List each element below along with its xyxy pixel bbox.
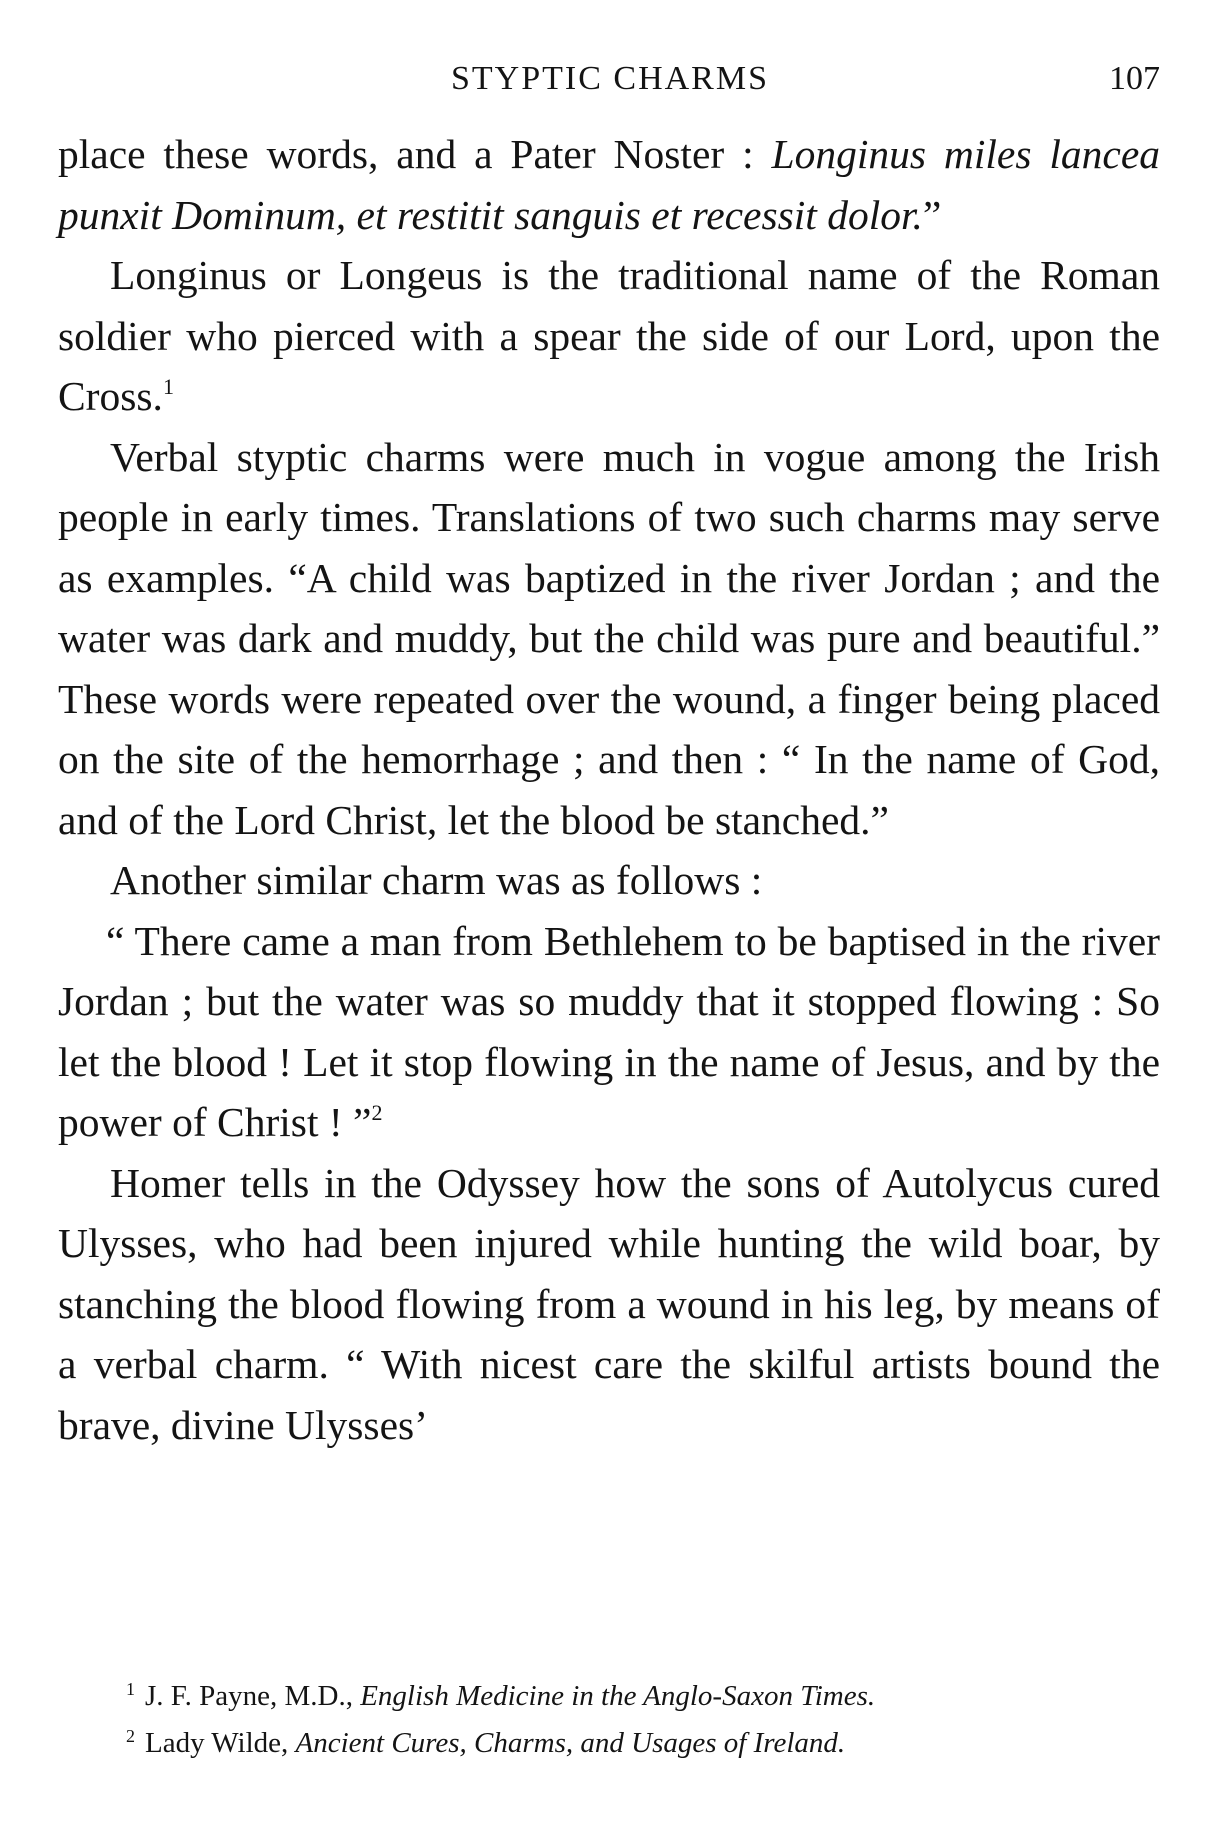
text-run: place these words, and a Pater Noster : [58, 131, 772, 177]
text-run: “ There came a man from Bethlehem to be baptised in the river Jordan ; but the water was so muddy that it stopped flowing : So let the blood ! Let it stop flowing in the name of Jesus, and by the power of Christ ! ” [58, 917, 1160, 1145]
body-text [58, 124, 1160, 1455]
paragraph-4 [58, 850, 1160, 911]
footnote-title: English Medicine in the Anglo-Saxon Times. [360, 1680, 876, 1712]
footnote-title: Ancient Cures, Charms, and Usages of Ireland. [295, 1727, 846, 1759]
text-run: Homer tells in the Odyssey how the sons of Autolycus cured Ulysses, who had been injured while hunting the wild boar, by stanching the blood flowing from a wound in his leg, by means of a verbal charm. “ With nicest care the skilful artists bound the brave, divine Ulysses’ [58, 1159, 1160, 1448]
paragraph-2 [58, 245, 1160, 427]
footnote-mark: 2 [126, 1726, 135, 1746]
text-run: ” [922, 191, 942, 238]
footnote-2 [126, 1721, 1146, 1768]
footnotes [126, 1674, 1146, 1768]
footnote-1 [126, 1674, 1146, 1721]
footnote-ref-2: 2 [371, 1100, 383, 1125]
running-head [60, 60, 1160, 110]
paragraph-5 [58, 911, 1160, 1153]
page-number: 107 [1109, 60, 1160, 97]
paragraph-6 [58, 1153, 1160, 1456]
footnote-ref-1: 1 [162, 374, 174, 399]
footnote-author: Lady Wilde, [145, 1727, 296, 1759]
running-title: STYPTIC CHARMS [450, 60, 769, 97]
text-run: Another similar charm was as follows : [110, 857, 763, 903]
footnote-author: J. F. Payne, M.D., [145, 1680, 361, 1712]
paragraph-1 [58, 124, 1160, 245]
text-run: Verbal styptic charms were much in vogue among the Irish people in early times. Translations of two such charms may serve as examples. “A child was baptized in the river Jordan ; and the water was dark and muddy, but the child was pure and beautiful.” These words were repeated over the wound, a finger being placed on the site of the hemorrhage ; and then : “ In the name of God, and of the Lord Christ, let the blood be stanched.” [58, 433, 1160, 843]
paragraph-3 [58, 427, 1160, 851]
text-run: Longinus or Longeus is the traditional name of the Roman soldier who pierced with a spear the side of our Lord, upon the Cross. [58, 252, 1160, 419]
footnote-mark: 1 [126, 1679, 135, 1699]
latin-charm-text: Longinus miles lancea punxit Dominum, et restitit sanguis et recessit dolor. [58, 131, 1161, 238]
